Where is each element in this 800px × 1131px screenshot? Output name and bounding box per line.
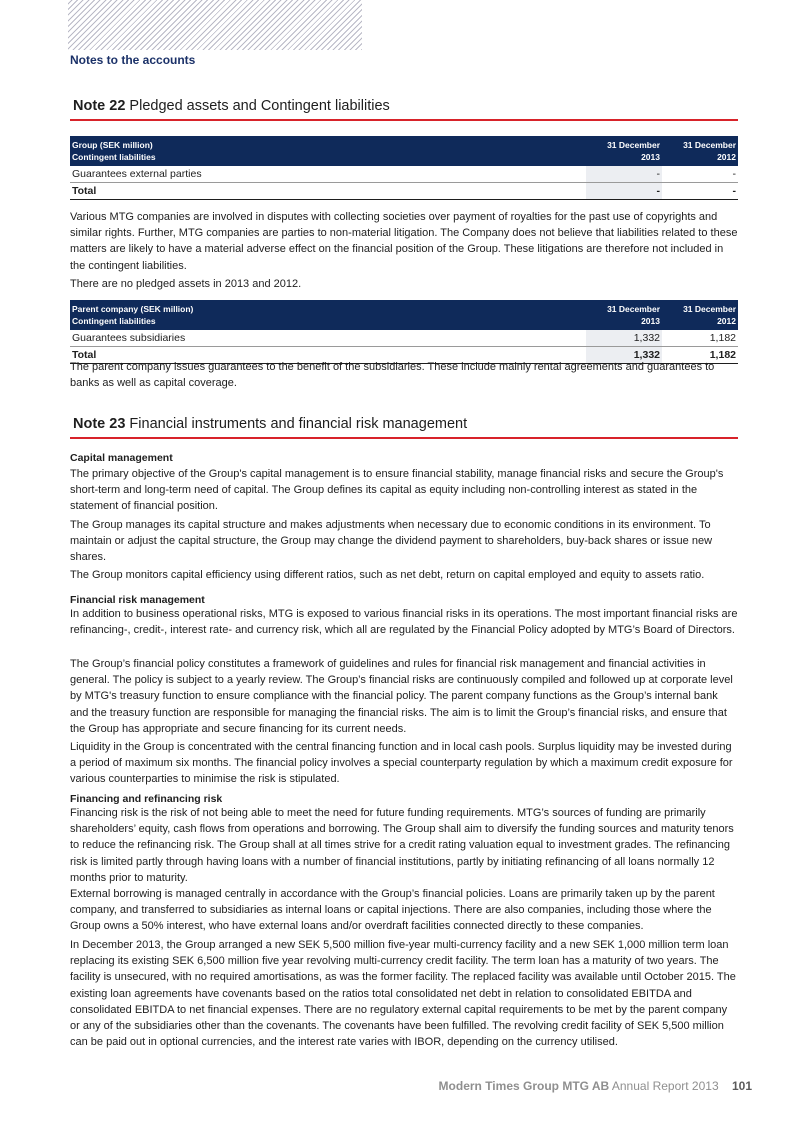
financing-risk-heading: Financing and refinancing risk: [70, 793, 223, 805]
table-row: [70, 330, 738, 347]
table-header-label: Group (SEK million) Contingent liabilities: [72, 140, 156, 162]
table-header-label: Parent company (SEK million) Contingent liabilities: [72, 304, 194, 326]
risk-paragraph-2: The Group’s financial policy constitutes a framework of guidelines and rules for financial risk management and financial activities in general. The policy is subject to a yearly review. The Group’s financial risks are continuously compiled and followed up at corporate level by MTG's treasury function to ensure compliance with the financial policy. The parent company functions as the Group’s internal bank and the treasury function are responsible for managing the financial risks. The aim is to limit the Group’s financial risks, and ensure that the Group has appropriate and secure financing for its current needs.: [70, 658, 733, 735]
total-value-2013: 1,332: [586, 347, 662, 364]
note23-rule: [70, 437, 738, 439]
note22-number: Note 22: [73, 98, 126, 114]
section-label: Notes to the accounts: [70, 53, 196, 67]
note22-paragraph-pledged: There are no pledged assets in 2013 and 2012.: [70, 278, 302, 290]
column-header-2012: 31 December 2012: [683, 140, 736, 162]
capital-paragraph-2: The Group manages its capital structure and makes adjustments when necessary due to economic conditions in its environment. To maintain or adjust the capital structure, the Group may change the dividend payment to shareholders, buy-back shares or issue new shares.: [70, 519, 713, 564]
note22-paragraph-guarantees: The parent company issues guarantees to the benefit of the subsidiaries. These include mainly rental agreements and guarantees to banks as well as capital coverage.: [70, 361, 715, 390]
financing-paragraph-3: In December 2013, the Group arranged a new SEK 5,500 million five-year multi-currency facility and a new SEK 1,000 million term loan replacing its existing SEK 6,500 million five year revolving multi-currency credit facility. The term loan has a maturity of two years. The facility is unsecured, with no required amortisations, as was the former facility. The replaced facility was available until October 2015. The existing loan agreements have covenants based on the ratios total consolidated net debt in relation to consolidated EBITDA and consolidated EBITDA to net financial expenses. There are no regulatory external capital requirements to be met by the parent company or any of the subsidiaries other than the covenants. The covenants have been fulfilled. The revolving credit facility of SEK 5,500 million can be paid out in optional currencies, and the interest rate varies with IBOR, depending on the currency utilised.: [70, 939, 736, 1049]
total-value-2013: -: [586, 183, 662, 200]
column-header-2013: 31 December 2013: [607, 140, 660, 162]
page-number: 101: [731, 1079, 752, 1093]
capital-paragraph-3: The Group monitors capital efficiency using different ratios, such as net debt, return on capital employed and equity to assets ratio.: [70, 569, 705, 581]
column-header-2013: 31 December 2013: [607, 304, 660, 326]
note23-title: Financial instruments and financial risk management: [129, 416, 468, 432]
note22-title: Pledged assets and Contingent liabilities: [129, 98, 390, 114]
row-value-2013: 1,332: [586, 330, 662, 347]
row-label: Guarantees subsidiaries: [70, 330, 586, 347]
total-value-2012: 1,182: [662, 347, 738, 364]
page-footer: [439, 1079, 752, 1093]
total-value-2012: -: [662, 183, 738, 200]
column-header-2012: 31 December 2012: [683, 304, 736, 326]
row-value-2012: -: [662, 166, 738, 183]
note22-heading: [73, 98, 390, 114]
risk-paragraph-3: Liquidity in the Group is concentrated with the central financing function and in local cash pools. Surplus liquidity may be invested during a period of maximum six months. The financial policy involves a special counterparty regulation by which a maximum credit exposure for various counterparties to minimise the risk is stipulated.: [70, 741, 733, 786]
table-header-row: [70, 136, 738, 166]
table-row: [70, 166, 738, 183]
financial-risk-heading: Financial risk management: [70, 594, 205, 606]
table-header-row: [70, 300, 738, 330]
footer-report: Annual Report 2013: [611, 1079, 719, 1093]
group-contingent-table: [70, 136, 738, 200]
note22-paragraph-litigation: Various MTG companies are involved in disputes with collecting societies over payment of royalties for the past use of copyrights and similar rights. Further, MTG companies are parties to non-material litigation. The Company does not believe that liabilities related to these matters are likely to have a material adverse effect on the financial position of the Group. These litigations are therefore not included in the contingent liabilities.: [70, 211, 738, 272]
risk-paragraph-1: In addition to business operational risks, MTG is exposed to various financial risks in its operations. The most important financial risks are refinancing-, credit-, interest rate- and currency risk, which all are regulated by the Financial Policy adopted by MTG’s Board of Directors.: [70, 608, 738, 637]
header-hatch-decoration: [68, 0, 362, 50]
note23-heading: [73, 416, 467, 432]
total-label: Total: [70, 183, 586, 200]
capital-paragraph-1: The primary objective of the Group's capital management is to ensure financial stability, manage financial risks and secure the Group's short-term and long-term need of capital. The Group defines its capital as equity including non-controlling interest as stated in the statement of financial position.: [70, 468, 724, 513]
footer-company: Modern Times Group MTG AB: [438, 1079, 610, 1093]
note23-number: Note 23: [73, 416, 126, 432]
capital-management-heading: Capital management: [70, 452, 173, 464]
table-total-row: [70, 183, 738, 200]
parent-contingent-table: [70, 300, 738, 364]
note22-rule: [70, 119, 738, 121]
row-value-2012: 1,182: [662, 330, 738, 347]
total-label: Total: [70, 347, 586, 364]
financing-paragraph-2: External borrowing is managed centrally in accordance with the Group’s financial policies. Loans are primarily taken up by the parent company, and transferred to subsidiaries as internal loans or capital injections. There are also companies, including those where the Group owns a 50% interest, who have external loans and/or overdraft facilities connected directly to these companies.: [70, 888, 715, 933]
row-label: Guarantees external parties: [70, 166, 586, 183]
row-value-2013: -: [586, 166, 662, 183]
financing-paragraph-1: Financing risk is the risk of not being able to meet the need for future funding requirements. MTG’s sources of funding are primarily shareholders’ equity, cash flows from operations and borrowing. The Group shall aim to diversify the funding sources and maturity tenors to reduce the refinancing risk. The Group shall at all times strive for a credit rating valuation equal to investment grades. The refinancing risk is limited partly through having loans with a number of financial institutions, partly by initiating refinancing of all loans normally 12 months prior to maturity.: [70, 807, 734, 884]
